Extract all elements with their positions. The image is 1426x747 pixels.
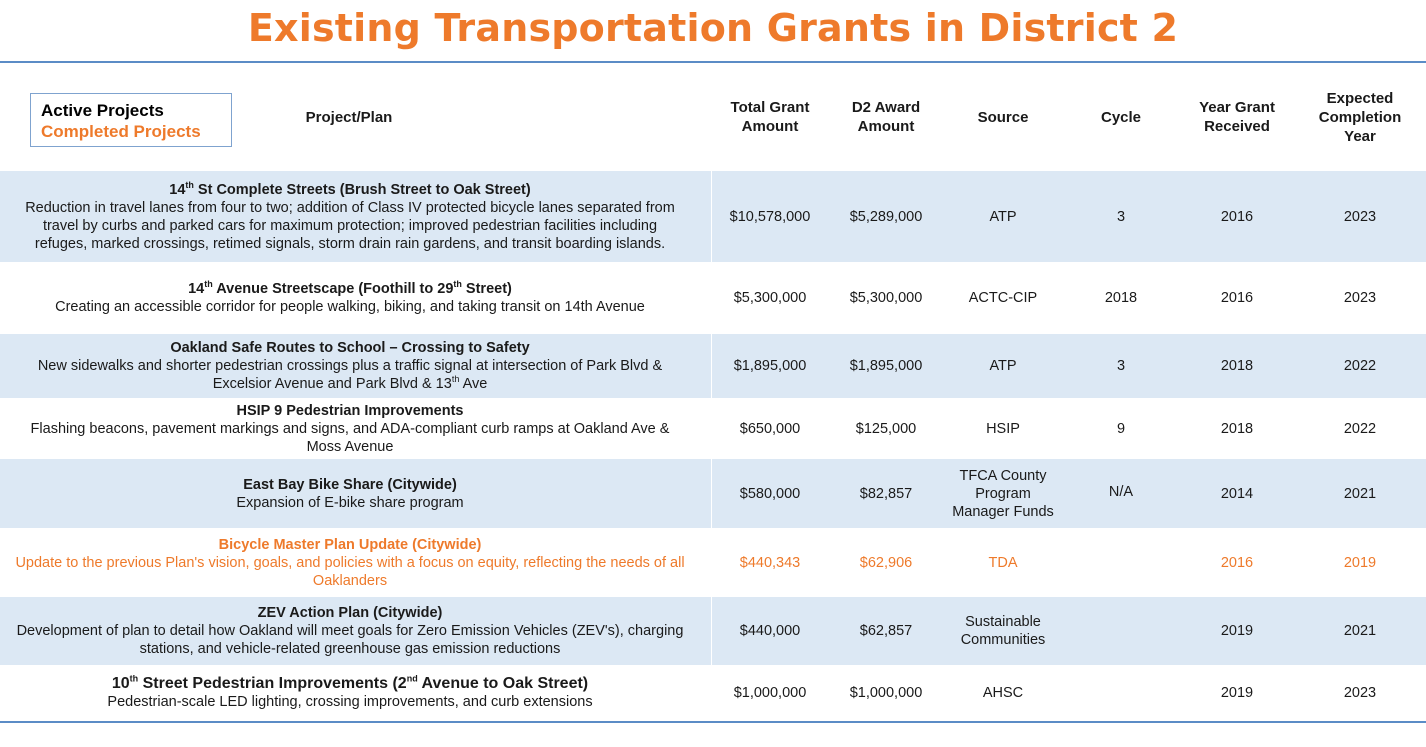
project-description: refuges, marked crossings, retimed signals, storm drain rain gardens, and transit boarding islands. [34, 235, 666, 252]
total-grant: $650,000 [739, 420, 801, 437]
year-received: 2019 [1220, 685, 1254, 701]
header-exp-line2: Completion [1318, 108, 1402, 126]
year-received: 2018 [1220, 420, 1254, 437]
d2-award: $5,300,000 [849, 290, 923, 306]
table-row [0, 262, 1426, 334]
header-exp-line1: Expected [1326, 89, 1394, 107]
expected-completion: 2021 [1343, 485, 1377, 502]
project-description: Creating an accessible corridor for people walking, biking, and taking transit on 14th Avenue [55, 299, 645, 315]
d2-award: $1,000,000 [849, 685, 923, 701]
total-grant: $1,000,000 [733, 685, 807, 701]
table-header [0, 63, 1426, 171]
source: TDA [988, 554, 1018, 571]
header-project: Project/Plan [305, 108, 393, 126]
year-received: 2016 [1220, 554, 1254, 571]
total-grant: $440,000 [739, 623, 801, 639]
project-description: travel by curbs and parked cars for maximum protection; improved pedestrian facilities including [42, 217, 658, 234]
source-line: TFCA County [959, 467, 1047, 484]
expected-completion: 2022 [1343, 420, 1377, 437]
project-cell [0, 459, 712, 528]
project-description: Development of plan to detail how Oakland will meet goals for Zero Emission Vehicles (ZEV's), charging [16, 623, 684, 639]
header-total-line2: Amount [741, 118, 799, 135]
source-line: Communities [960, 632, 1046, 648]
source-line: Sustainable [965, 614, 1041, 630]
source [944, 597, 1062, 665]
project-title: 14th Avenue Streetscape (Foothill to 29th Street) [188, 279, 512, 297]
cycle [1062, 665, 1180, 721]
header-source: Source [977, 108, 1029, 126]
header-total-grant [712, 63, 828, 171]
project-description: Moss Avenue [306, 438, 394, 455]
expected-completion: 2023 [1343, 208, 1377, 225]
cycle: 3 [1116, 358, 1126, 374]
total-grant: $580,000 [739, 485, 801, 502]
project-description: New sidewalks and shorter pedestrian crossings plus a traffic signal at intersection of Park Blvd & [37, 358, 663, 374]
cycle: 9 [1116, 420, 1126, 437]
expected-completion: 2023 [1343, 685, 1377, 701]
source-line: Manager Funds [952, 503, 1054, 520]
d2-award: $82,857 [859, 485, 913, 502]
column-divider [711, 597, 712, 665]
header-d2-award [828, 63, 944, 171]
project-title: HSIP 9 Pedestrian Improvements [236, 402, 464, 419]
column-divider [711, 334, 712, 398]
table-row [0, 665, 1426, 721]
project-title: Bicycle Master Plan Update (Citywide) [218, 536, 482, 553]
cycle: 3 [1116, 208, 1126, 225]
source: AHSC [982, 685, 1024, 701]
source-line: Program [975, 485, 1031, 502]
d2-award: $1,895,000 [849, 358, 923, 374]
project-description: Reduction in travel lanes from four to two; addition of Class IV protected bicycle lanes separated from [25, 199, 675, 216]
cycle: N/A [1108, 484, 1134, 500]
project-cell [0, 334, 712, 398]
page-title: Existing Transportation Grants in District 2 [247, 6, 1179, 50]
year-received: 2014 [1220, 485, 1254, 502]
table-row [0, 171, 1426, 262]
header-year-line2: Received [1204, 118, 1270, 135]
total-grant: $5,300,000 [733, 290, 807, 306]
source: ACTC-CIP [968, 290, 1038, 306]
header-cycle: Cycle [1100, 108, 1142, 126]
total-grant: $1,895,000 [733, 358, 807, 374]
year-received: 2018 [1220, 358, 1254, 374]
table-row [0, 597, 1426, 665]
header-d2-line1: D2 Award [851, 99, 921, 116]
d2-award: $125,000 [855, 420, 917, 437]
year-received: 2016 [1220, 290, 1254, 306]
header-exp-line3: Year [1344, 127, 1376, 145]
header-expected-completion [1294, 63, 1426, 171]
project-cell [0, 398, 712, 459]
cycle [1062, 597, 1180, 665]
project-cell [0, 262, 712, 334]
cycle [1062, 528, 1180, 597]
project-description: Pedestrian-scale LED lighting, crossing improvements, and curb extensions [107, 694, 593, 710]
project-cell [0, 665, 712, 721]
project-cell [0, 597, 712, 665]
legend-box [30, 93, 232, 147]
header-total-line1: Total Grant [730, 99, 810, 116]
cycle: 2018 [1104, 290, 1138, 306]
project-title: East Bay Bike Share (Citywide) [243, 476, 457, 493]
source: ATP [989, 208, 1017, 225]
legend-completed: Completed Projects [41, 122, 201, 141]
project-title: ZEV Action Plan (Citywide) [257, 605, 443, 621]
d2-award: $5,289,000 [849, 208, 923, 225]
expected-completion: 2019 [1343, 554, 1377, 571]
project-description: stations, and vehicle-related greenhouse gas emission reductions [139, 641, 561, 657]
total-grant: $440,343 [739, 554, 801, 571]
expected-completion: 2023 [1343, 290, 1377, 306]
table-row [0, 334, 1426, 398]
footer-rule [0, 721, 1426, 723]
d2-award: $62,906 [859, 554, 913, 571]
year-received: 2016 [1220, 208, 1254, 225]
total-grant: $10,578,000 [729, 208, 811, 225]
expected-completion: 2021 [1343, 623, 1377, 639]
header-d2-line2: Amount [857, 118, 915, 135]
project-description: Oaklanders [312, 572, 388, 589]
table-row [0, 398, 1426, 459]
legend-active: Active Projects [41, 101, 164, 120]
d2-award: $62,857 [859, 623, 913, 639]
header-year-received [1180, 63, 1294, 171]
source: ATP [989, 358, 1017, 374]
source [944, 459, 1062, 528]
project-title: 10th Street Pedestrian Improvements (2nd Avenue to Oak Street) [111, 673, 589, 692]
column-divider [711, 459, 712, 528]
table-row-completed [0, 528, 1426, 597]
table-row [0, 459, 1426, 528]
header-year-line1: Year Grant [1199, 99, 1275, 116]
project-description: Flashing beacons, pavement markings and signs, and ADA-compliant curb ramps at Oakland Ave & [30, 420, 670, 437]
project-cell [0, 171, 712, 262]
project-title: 14th St Complete Streets (Brush Street to Oak Street) [169, 179, 531, 198]
project-description: Expansion of E-bike share program [236, 494, 464, 511]
project-title: Oakland Safe Routes to School – Crossing to Safety [170, 340, 530, 356]
source: HSIP [986, 420, 1020, 437]
column-divider [711, 171, 712, 262]
project-cell [0, 528, 712, 597]
project-description: Update to the previous Plan's vision, goals, and policies with a focus on equity, reflecting the needs of all [15, 554, 685, 571]
expected-completion: 2022 [1343, 358, 1377, 374]
year-received: 2019 [1220, 623, 1254, 639]
project-description: Excelsior Avenue and Park Blvd & 13th Ave [212, 374, 488, 392]
